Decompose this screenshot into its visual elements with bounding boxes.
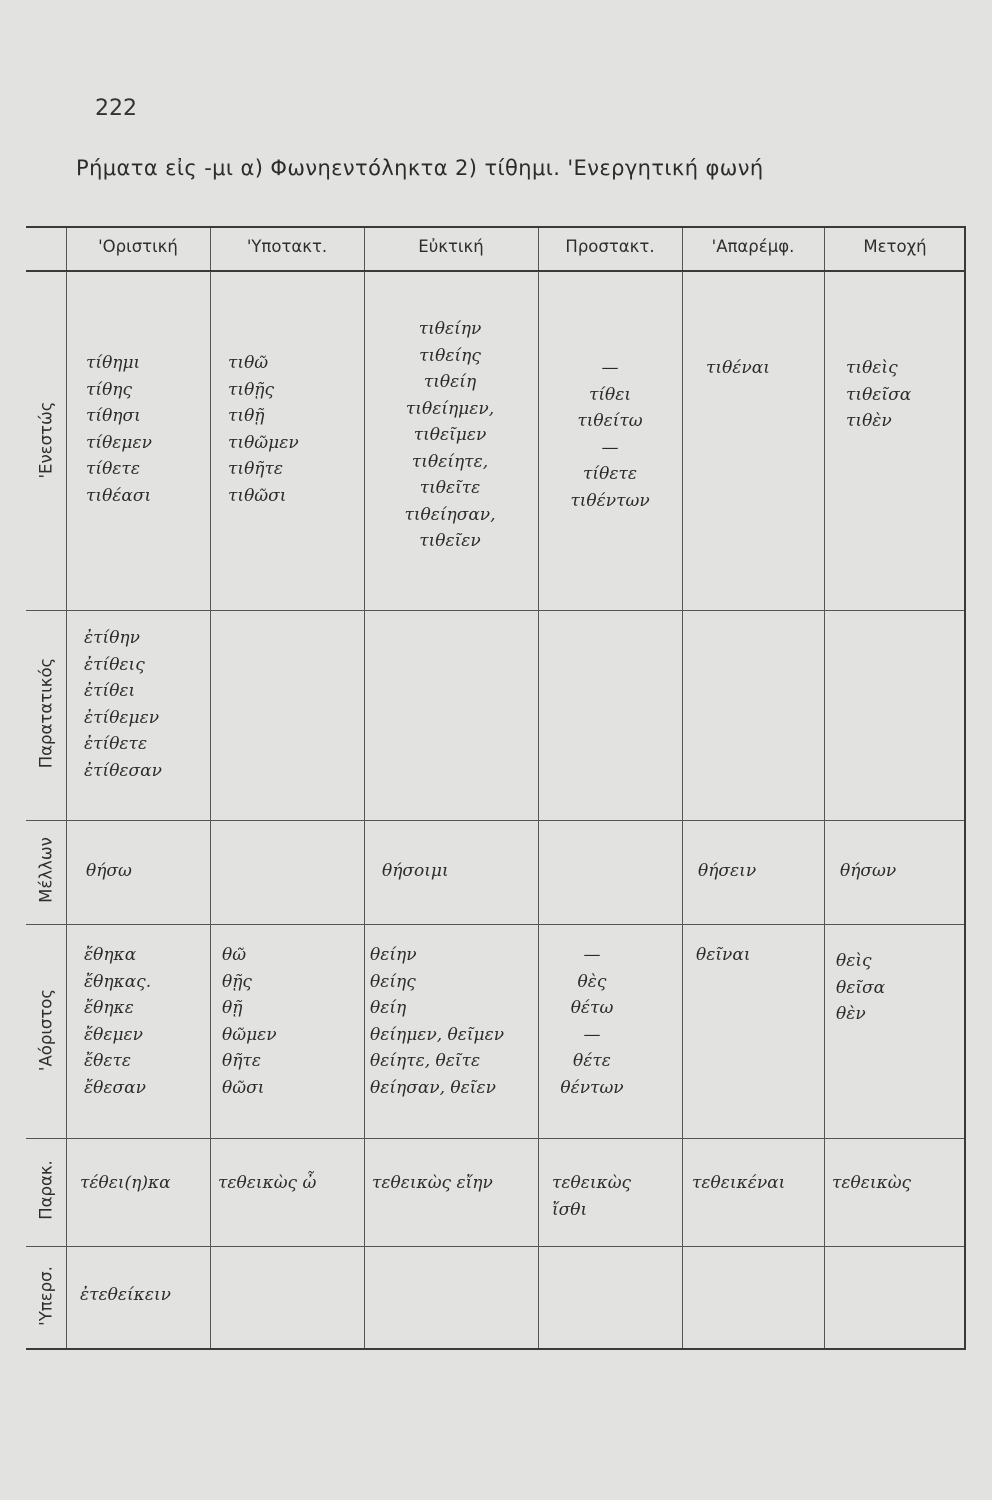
form: τιθέντων <box>570 490 650 511</box>
form: τιθέασι <box>86 485 152 506</box>
form: ἐτίθεσαν <box>84 760 162 781</box>
form: τεθεικὼς εἴην <box>372 1173 493 1193</box>
form: ἔθεμεν <box>84 1024 143 1045</box>
table-divider <box>26 610 964 611</box>
form: θῇ <box>222 998 243 1018</box>
form: θεῖναι <box>696 945 751 965</box>
form: θείην <box>370 945 417 965</box>
form: τιθεῖμεν <box>413 425 487 445</box>
form: θέντων <box>560 1077 624 1098</box>
column-header-optative: Εὐκτική <box>418 237 484 256</box>
column-header-imperative: Προστακτ. <box>565 237 655 256</box>
perfect-indicative <box>80 1170 171 1197</box>
perfect-subjunctive <box>218 1170 316 1197</box>
form: — <box>601 437 619 458</box>
form: τιθὲν <box>846 411 892 431</box>
table-divider <box>824 228 825 1348</box>
form: ἐτίθεμεν <box>84 707 160 728</box>
aorist-participle <box>836 948 885 1028</box>
form: ἐτίθεις <box>84 654 145 675</box>
present-subjunctive <box>228 350 299 509</box>
form: ἐτίθην <box>84 628 140 648</box>
form: θῶ <box>222 945 247 965</box>
form: τίθης <box>86 379 133 400</box>
form: τιθῶσι <box>228 485 287 506</box>
future-infinitive <box>698 858 756 885</box>
present-imperative <box>548 355 672 514</box>
form: τιθείη <box>423 372 477 392</box>
column-header-indicative: 'Οριστική <box>98 237 178 256</box>
column-header-participle: Μετοχή <box>863 237 927 256</box>
form: — <box>583 1024 601 1045</box>
column-header-infinitive: 'Απαρέμφ. <box>711 237 795 256</box>
form: θήσων <box>840 861 897 881</box>
form: τεθεικέναι <box>692 1173 786 1193</box>
form: τιθέναι <box>706 358 770 378</box>
future-participle <box>840 858 896 885</box>
pluperfect-indicative <box>80 1282 171 1309</box>
form: θείημεν, θεῖμεν <box>370 1024 505 1045</box>
aorist-subjunctive <box>222 942 277 1101</box>
form: θὲν <box>836 1004 866 1024</box>
form: θῶσι <box>222 1077 265 1098</box>
form: θείη <box>370 998 407 1018</box>
form: ἔθηκας. <box>84 971 152 992</box>
form: τέθει(η)κα <box>80 1173 171 1193</box>
form: τιθεῖτε <box>419 478 481 498</box>
perfect-optative <box>372 1170 493 1197</box>
form: τιθείτω <box>577 411 643 431</box>
form: ἐτίθετε <box>84 734 148 754</box>
table-divider <box>26 1138 964 1139</box>
form: τεθεικὼς <box>552 1173 632 1193</box>
form: θεῖσα <box>836 977 886 998</box>
form: τιθείην <box>418 319 482 339</box>
form: τιθεῖεν <box>419 531 481 551</box>
form: ἐτεθείκειν <box>80 1285 171 1305</box>
form: τιθῶμεν <box>228 432 299 453</box>
aorist-imperative <box>542 942 642 1101</box>
perfect-infinitive <box>692 1170 785 1197</box>
form: ἔθηκα <box>84 945 137 965</box>
form: τίθετε <box>583 464 637 484</box>
present-optative <box>370 316 530 555</box>
form: θῶμεν <box>222 1024 277 1045</box>
form: θείης <box>370 971 416 992</box>
form: τίθετε <box>86 459 140 479</box>
form: τιθείης <box>419 345 481 366</box>
form: θήσειν <box>698 861 757 881</box>
form: θῆτε <box>222 1051 261 1071</box>
present-indicative <box>86 350 152 509</box>
form: θήσω <box>86 861 132 881</box>
form: τιθείητε, <box>411 451 489 472</box>
form: τεθεικὼς <box>832 1173 912 1193</box>
form: τίθησι <box>86 406 141 426</box>
table-divider <box>26 1246 964 1247</box>
form: θὲς <box>577 971 607 992</box>
form: τίθει <box>588 384 632 405</box>
imperfect-indicative <box>84 625 162 784</box>
page-title: Ρήματα εἰς -μι α) Φωνηεντόληκτα 2) τίθημι. 'Ενεργητική φωνή <box>76 156 764 180</box>
form: θῇς <box>222 971 252 992</box>
present-infinitive <box>706 355 770 382</box>
form: τιθείησαν, <box>404 504 496 525</box>
form: τιθείημεν, <box>405 398 495 419</box>
form: θεὶς <box>836 951 872 971</box>
form: τίθημι <box>86 353 141 373</box>
form: — <box>601 358 619 378</box>
table-divider <box>26 820 964 821</box>
aorist-indicative <box>84 942 151 1101</box>
perfect-participle <box>832 1170 911 1197</box>
perfect-imperative <box>552 1170 631 1223</box>
present-participle <box>846 355 911 435</box>
table-divider <box>364 228 365 1348</box>
form: θείητε, θεῖτε <box>370 1051 481 1071</box>
table-divider <box>682 228 683 1348</box>
page-number: 222 <box>95 96 137 121</box>
table-divider <box>210 228 211 1348</box>
form: τεθεικὼς ὦ <box>218 1173 317 1193</box>
aorist-optative <box>370 942 504 1101</box>
table-divider <box>538 228 539 1348</box>
table-divider <box>26 924 964 925</box>
form: θέτε <box>573 1051 611 1071</box>
form: ἐτίθει <box>84 681 136 701</box>
form: θείησαν, θεῖεν <box>370 1077 496 1098</box>
future-optative <box>382 858 449 885</box>
form: — <box>583 945 601 965</box>
form: ἔθετε <box>84 1051 132 1071</box>
form: τίθεμεν <box>86 432 152 453</box>
future-indicative <box>86 858 132 885</box>
aorist-infinitive <box>696 942 751 969</box>
form: τιθεῖσα <box>846 384 912 405</box>
table-divider <box>26 270 964 272</box>
form: ἔθεσαν <box>84 1077 146 1098</box>
form: τιθῇς <box>228 379 275 400</box>
form: τιθῇ <box>228 406 265 426</box>
form: τιθῆτε <box>228 459 284 479</box>
form: θέτω <box>570 998 614 1018</box>
form: ἴσθι <box>552 1199 588 1220</box>
form: τιθεὶς <box>846 358 898 378</box>
column-header-subjunctive: 'Υποτακτ. <box>246 237 328 256</box>
form: θήσοιμι <box>382 861 449 881</box>
form: ἔθηκε <box>84 998 134 1018</box>
form: τιθῶ <box>228 353 269 373</box>
table-divider <box>66 228 67 1348</box>
